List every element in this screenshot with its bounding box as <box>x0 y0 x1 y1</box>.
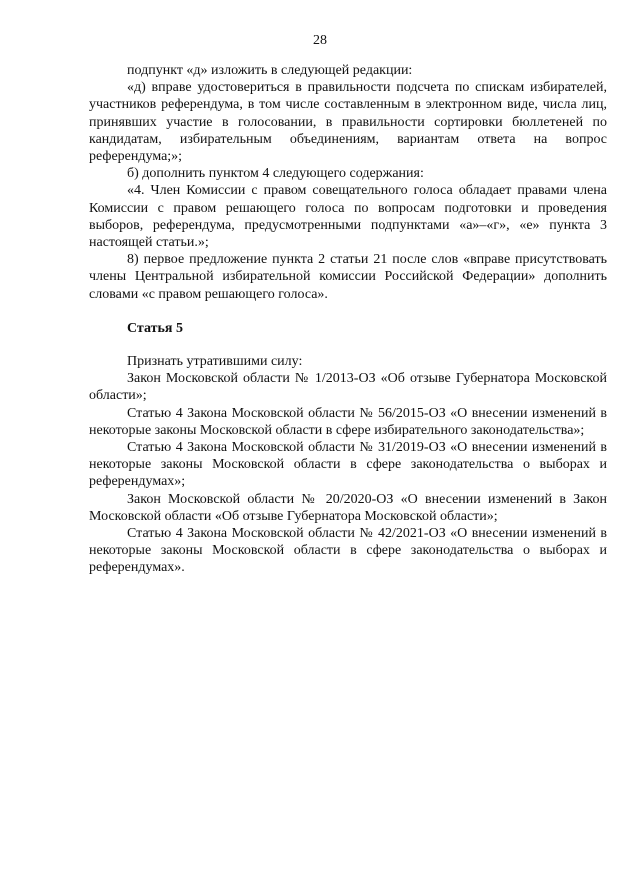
paragraph: 8) первое предложение пункта 2 статьи 21 после слов «вправе присутствовать члены Центральной избирательной комиссии Российской Федерации» дополнить словами «с правом решающего голоса». <box>89 252 607 302</box>
paragraph: Закон Московской области № 20/2020-ОЗ «О внесении изменений в Закон Московской области «Об отзыве Губернатора Московской области»; <box>89 491 607 524</box>
paragraph: б) дополнить пунктом 4 следующего содержания: <box>127 166 424 182</box>
paragraph: подпункт «д» изложить в следующей редакции: <box>127 63 413 78</box>
paragraph: «4. Член Комиссии с правом совещательного голоса обладает правами члена Комиссии с правом решающего голоса по вопросам подготовки и проведения выборов, референдума, предусмотренными подпунктами «а»–«г», «е» пункта 3 настоящей статьи.»; <box>89 183 607 251</box>
paragraph: Статью 4 Закона Московской области № 56/2015-ОЗ «О внесении изменений в некоторые законы Московской области в сфере избирательного законодательства»; <box>89 405 607 438</box>
article-heading: Статья 5 <box>127 320 183 336</box>
page-number: 28 <box>313 33 327 48</box>
paragraph: Закон Московской области № 1/2013-ОЗ «Об отзыве Губернатора Московской области»; <box>89 371 607 404</box>
spacer <box>89 303 607 320</box>
paragraph: Признать утратившими силу: <box>127 354 303 370</box>
paragraph: Статью 4 Закона Московской области № 42/2021-ОЗ «О внесении изменений в некоторые законы Московской области в сфере законодательства о выборах и референдумах». <box>89 526 607 576</box>
paragraph: «д) вправе удостовериться в правильности подсчета по спискам избирателей, участников референдума, в том числе составленным в электронном виде, числа лиц, принявших участие в голосовании, в правильности сортировки бюллетеней по кандидатам, избирательным объединениям, вариантам ответа на вопрос референдума;»; <box>89 80 607 165</box>
paragraph: Статью 4 Закона Московской области № 31/2019-ОЗ «О внесении изменений в некоторые законы Московской области в сфере законодательства о выборах и референдумах»; <box>89 440 607 490</box>
spacer <box>89 337 607 353</box>
document-body <box>89 62 607 577</box>
